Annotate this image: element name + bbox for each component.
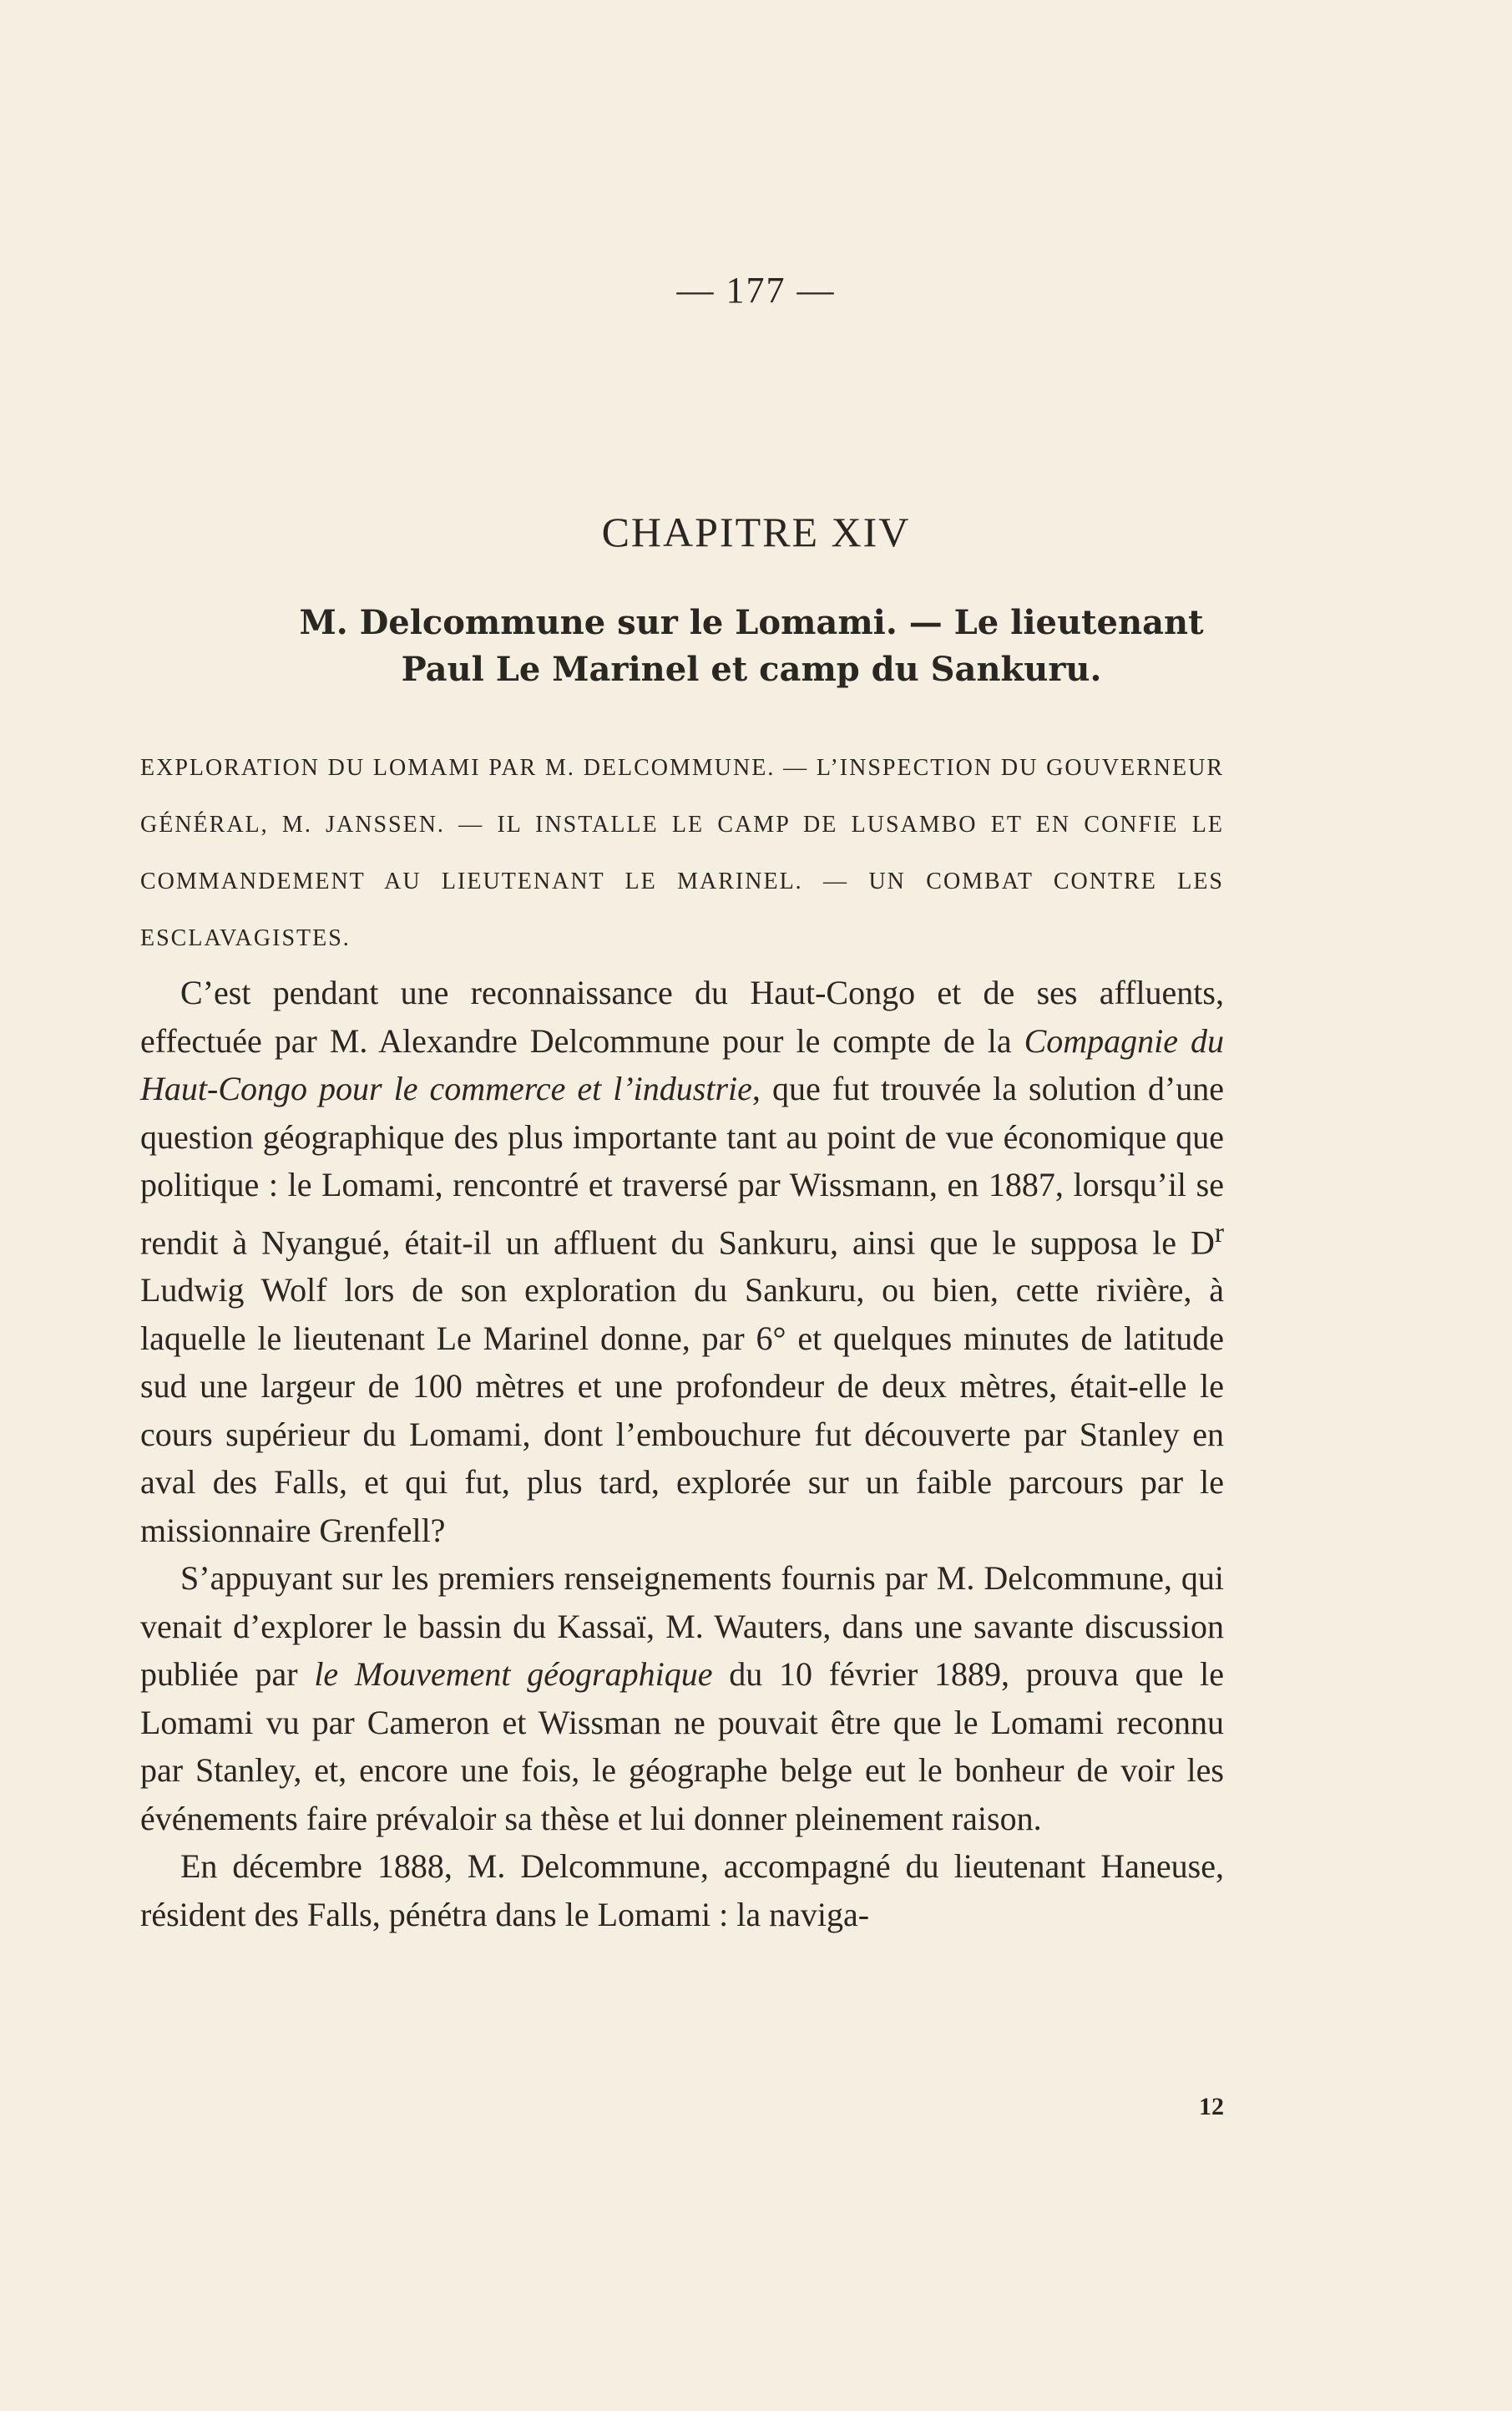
paragraph-1-italic-title: Compagnie du Haut-Congo pour le commerce et l’industrie bbox=[140, 1021, 1224, 1107]
paragraph-2-text-b: du 10 février 1889, prouva que le Lomami vu par Cameron et Wissman ne pouvait être que le Lomami reconnu par Stanley, et, encore une fois, le géographe belge eut le bonheur de voir les événements faire prévaloir sa thèse et lui donner pleinement raison. bbox=[140, 1655, 1224, 1837]
section-heading bbox=[134, 600, 1369, 693]
paragraph-1-text-a: C’est pendant une reconnaissance du Haut-Congo et de ses affluents, effectuée par M. Alexandre Delcommune pour le compte de la bbox=[140, 974, 1224, 1060]
section-heading-line-2: Paul Le Marinel et camp du Sankuru. bbox=[401, 650, 1102, 689]
paragraph-3: En décembre 1888, M. Delcommune, accompagné du lieutenant Haneuse, résident des Falls, pénétra dans le Lomami : la naviga- bbox=[140, 1847, 1224, 1933]
paragraph-2-italic-title: le Mouvement géographique bbox=[314, 1655, 713, 1694]
paragraph-1 bbox=[140, 969, 1224, 1554]
paragraph-2-text-a: S’appuyant sur les premiers renseignements fournis par M. Delcommune, qui venait d’explorer le bassin du Kassaï, M. Wauters, dans une savante discussion publiée par bbox=[140, 1559, 1224, 1694]
paragraph-1-superscript: r bbox=[1214, 1217, 1224, 1249]
paragraph-2 bbox=[140, 1554, 1224, 1842]
paragraph-1-text-c: Ludwig Wolf lors de son exploration du Sankuru, ou bien, cette rivière, à laquelle le lieutenant Le Marinel donne, par 6° et quelques minutes de latitude sud une largeur de 100 mètres et une profondeur de deux mètres, était-elle le cours supérieur du Lomami, dont l’embouchure fut découverte par Stanley en aval des Falls, et qui fut, plus tard, explorée sur un faible parcours par le missionnaire Grenfell? bbox=[140, 1271, 1224, 1549]
signature-mark: 12 bbox=[1199, 2093, 1224, 2120]
page-number: — 177 — bbox=[676, 270, 836, 311]
body-text bbox=[140, 969, 1224, 1938]
paragraph-1-text-b: , que fut trouvée la solution d’une question géographique des plus importante tant au point de vue économique que politique : le Lomami, rencontré et traversé par Wissmann, en 1887, lorsqu’il se rendit à Nyangué, était-il un affluent du Sankuru, ainsi que le supposa le D bbox=[140, 1070, 1224, 1261]
chapter-summary: EXPLORATION DU LOMAMI PAR M. DELCOMMUNE. — L’INSPECTION DU GOUVERNEUR GÉNÉRAL, M. JANSSEN. — IL INSTALLE LE CAMP DE LUSAMBO ET EN CONFIE LE COMMANDEMENT AU LIEUTENANT LE MARINEL. — UN COMBAT CONTRE LES ESCLAVAGISTES. bbox=[140, 755, 1224, 951]
section-heading-line-1: M. Delcommune sur le Lomami. — Le lieutenant bbox=[299, 603, 1204, 642]
chapter-title: CHAPITRE XIV bbox=[601, 509, 911, 555]
